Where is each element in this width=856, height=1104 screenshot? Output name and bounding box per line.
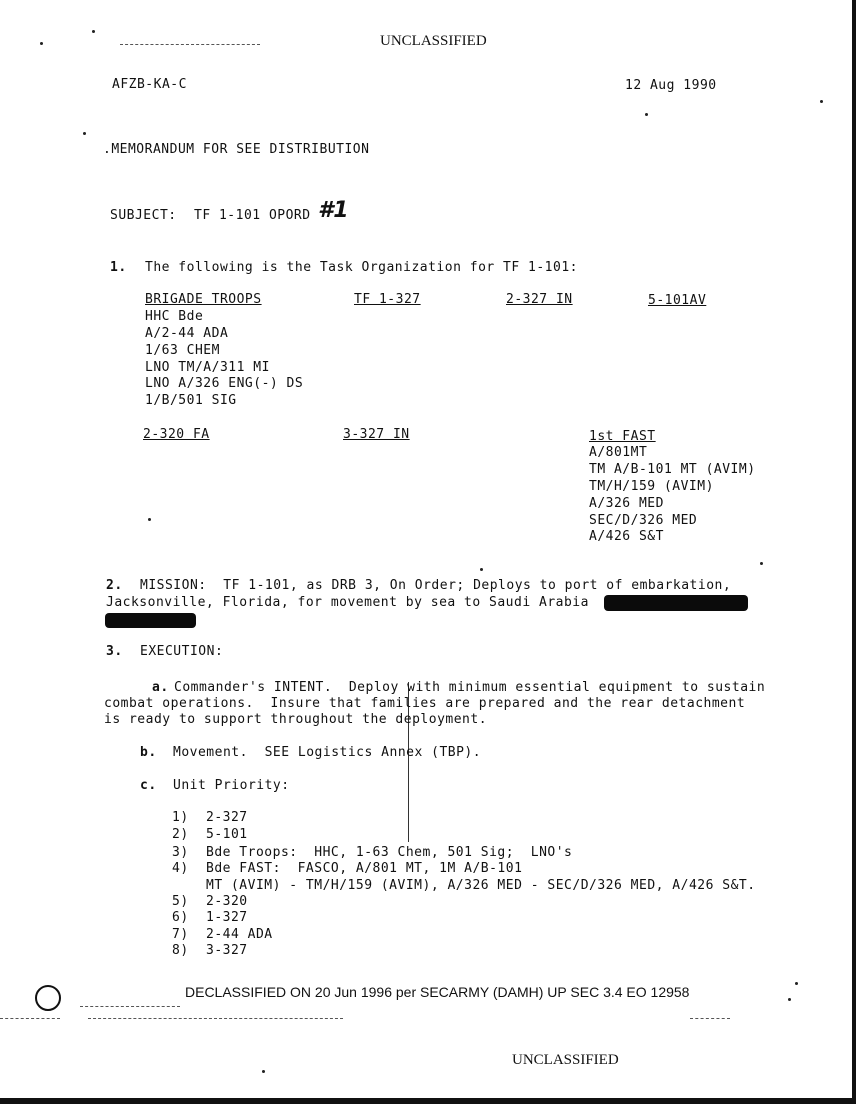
scan-speck — [645, 113, 648, 116]
fast-item: A/426 S&T — [589, 529, 664, 544]
scan-speck — [92, 30, 95, 33]
brigade-item: HHC Bde — [145, 309, 204, 324]
brigade-item: 1/B/501 SIG — [145, 393, 237, 408]
scan-speck — [262, 1070, 265, 1073]
priority-text: Bde FAST: FASCO, A/801 MT, 1M A/B-101 — [206, 861, 523, 876]
priority-number: 4) — [172, 861, 189, 876]
para3c-text: Unit Priority: — [173, 778, 290, 793]
scan-speck — [795, 982, 798, 985]
scan-noise — [690, 1018, 730, 1020]
para3a-line2: combat operations. Insure that families are prepared and the rear detachment — [104, 696, 746, 711]
para3-number: 3. — [106, 644, 123, 659]
scan-noise — [88, 1018, 343, 1020]
scan-noise — [120, 44, 260, 46]
para3b-text: Movement. SEE Logistics Annex (TBP). — [173, 745, 482, 760]
priority-number: 8) — [172, 943, 189, 958]
para3a-label: a. — [152, 680, 169, 695]
2-327-in-heading: 2-327 IN — [506, 292, 573, 307]
fast-item: A/801MT — [589, 445, 648, 460]
handwritten-number: #1 — [318, 198, 349, 223]
scan-speck — [820, 100, 823, 103]
tf-1-327-heading: TF 1-327 — [354, 292, 421, 307]
scan-border-right — [852, 0, 856, 1104]
scan-noise — [0, 1018, 60, 1020]
fast-item: A/326 MED — [589, 496, 664, 511]
5-101av-heading: 5-101AV — [648, 293, 707, 308]
declassification-stamp: DECLASSIFIED ON 20 Jun 1996 per SECARMY (DAMH) UP SEC 3.4 EO 12958 — [185, 984, 690, 1000]
priority-text: 2-320 — [206, 894, 248, 909]
fast-item: TM/H/159 (AVIM) — [589, 479, 714, 494]
punch-hole-circle — [35, 985, 61, 1011]
para2-number: 2. — [106, 578, 123, 593]
redaction-bar — [604, 595, 748, 611]
priority-text-continued: MT (AVIM) - TM/H/159 (AVIM), A/326 MED - SEC/D/326 MED, A/426 S&T. — [206, 878, 756, 893]
para3c-label: c. — [140, 778, 157, 793]
classification-bottom: UNCLASSIFIED — [512, 1052, 619, 1068]
brigade-troops-heading: BRIGADE TROOPS — [145, 292, 262, 307]
memo-for: .MEMORANDUM FOR SEE DISTRIBUTION — [103, 142, 370, 157]
para1-text: The following is the Task Organization for TF 1-101: — [145, 260, 578, 275]
priority-number: 7) — [172, 927, 189, 942]
brigade-item: 1/63 CHEM — [145, 343, 220, 358]
para1-number: 1. — [110, 260, 127, 275]
subject-label: SUBJECT: — [110, 208, 177, 223]
2-320-fa-heading: 2-320 FA — [143, 427, 210, 442]
para3b-label: b. — [140, 745, 157, 760]
scan-speck — [83, 132, 86, 135]
scan-speck — [480, 568, 483, 571]
fast-item: TM A/B-101 MT (AVIM) — [589, 462, 756, 477]
para3a-line3: is ready to support throughout the deployment. — [104, 712, 488, 727]
classification-top: UNCLASSIFIED — [380, 33, 487, 49]
priority-text: 3-327 — [206, 943, 248, 958]
fast-item: SEC/D/326 MED — [589, 513, 698, 528]
3-327-in-heading: 3-327 IN — [343, 427, 410, 442]
para2-line1: MISSION: TF 1-101, as DRB 3, On Order; Deploys to port of embarkation, — [140, 578, 732, 593]
subject-text: TF 1-101 OPORD — [194, 208, 311, 223]
scan-speck — [40, 42, 43, 45]
scan-border-bottom — [0, 1098, 856, 1104]
1st-fast-heading: 1st FAST — [589, 429, 656, 444]
brigade-item: LNO TM/A/311 MI — [145, 360, 270, 375]
priority-number: 1) — [172, 810, 189, 825]
scan-speck — [148, 518, 151, 521]
priority-text: 2-44 ADA — [206, 927, 273, 942]
redaction-bar — [105, 613, 196, 628]
priority-text: 2-327 — [206, 810, 248, 825]
priority-number: 5) — [172, 894, 189, 909]
memo-date: 12 Aug 1990 — [625, 78, 717, 93]
brigade-item: A/2-44 ADA — [145, 326, 229, 341]
office-symbol: AFZB-KA-C — [112, 77, 187, 92]
priority-number: 6) — [172, 910, 189, 925]
para2-line2: Jacksonville, Florida, for movement by sea to Saudi Arabia — [106, 595, 589, 610]
priority-text: 1-327 — [206, 910, 248, 925]
para3-title: EXECUTION: — [140, 644, 224, 659]
priority-text: Bde Troops: HHC, 1-63 Chem, 501 Sig; LNO's — [206, 845, 573, 860]
scan-speck — [760, 562, 763, 565]
priority-number: 3) — [172, 845, 189, 860]
brigade-item: LNO A/326 ENG(-) DS — [145, 376, 304, 391]
para3a-line1: Commander's INTENT. Deploy with minimum essential equipment to sustain — [174, 680, 766, 695]
scan-speck — [788, 998, 791, 1001]
priority-text: 5-101 — [206, 827, 248, 842]
priority-number: 2) — [172, 827, 189, 842]
scan-noise — [80, 1006, 180, 1008]
